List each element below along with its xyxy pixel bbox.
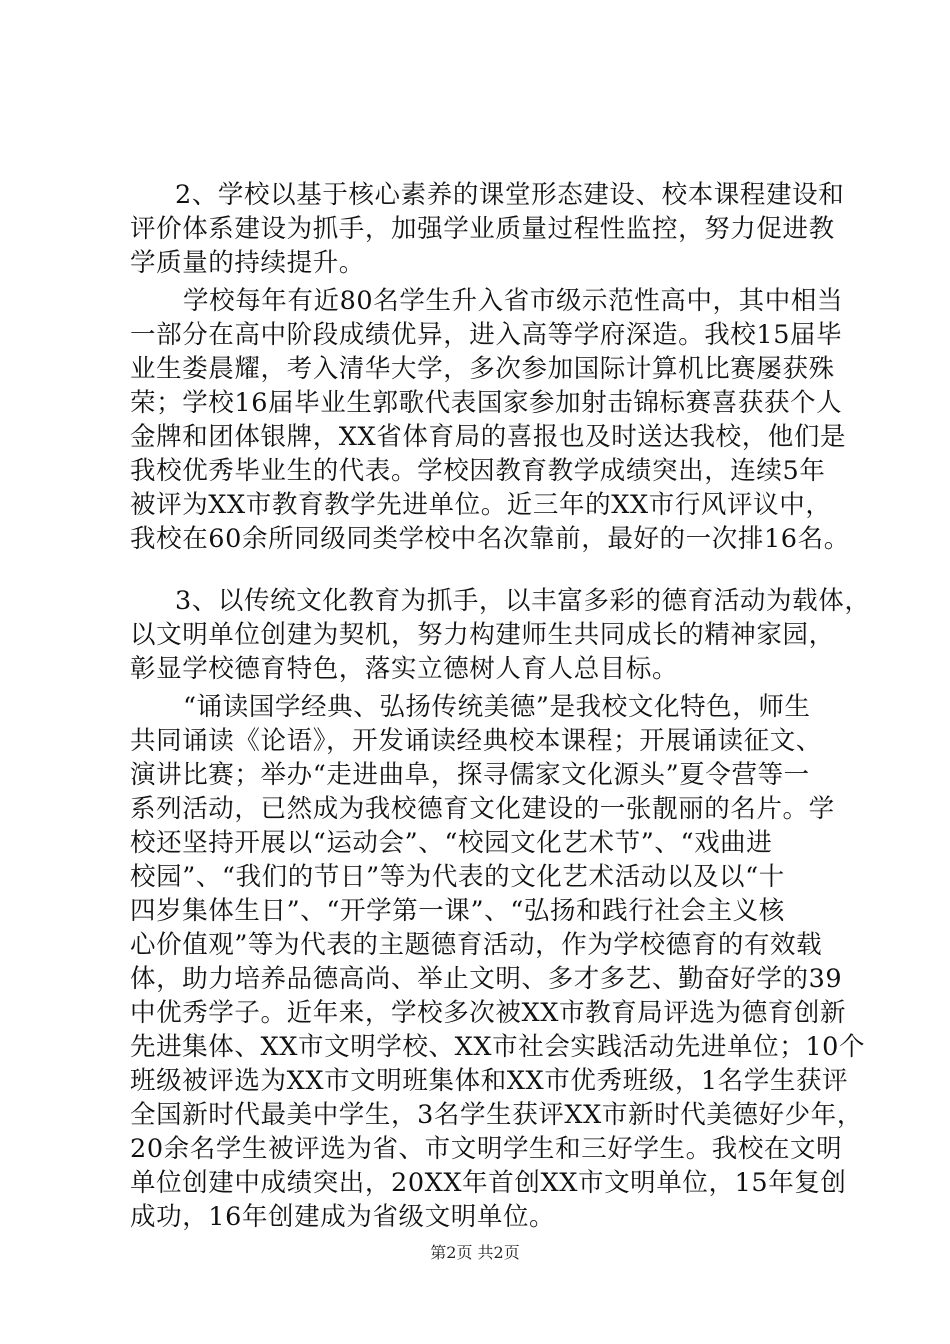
section3-heading-line: 彰显学校德育特色，落实立德树人育人总目标。: [130, 654, 679, 684]
section3-body-line: “诵读国学经典、弘扬传统美德”是我校文化特色，师生: [183, 692, 811, 722]
section3-body-line: 全国新时代最美中学生，3名学生获评XX市新时代美德好少年，: [130, 1100, 863, 1130]
section3-heading-line: 3、以传统文化教育为抓手，以丰富多彩的德育活动为载体，: [175, 586, 871, 616]
section2-body-line: 我校在60余所同级同类学校中名次靠前，最好的一次排16名。: [130, 524, 850, 554]
section2-heading-line: 评价体系建设为抓手，加强学业质量过程性监控，努力促进教: [130, 214, 835, 244]
section2-body-line: 荣；学校16届毕业生郭歌代表国家参加射击锦标赛喜获获个人: [130, 388, 843, 418]
section2-body-line: 一部分在高中阶段成绩优异，进入高等学府深造。我校15届毕: [130, 320, 843, 350]
section3-body-line: 校园”、“我们的节日”等为代表的文化艺术活动以及以“十: [130, 862, 785, 892]
section3-body-line: 体，助力培养品德高尚、举止文明、多才多艺、勤奋好学的39: [130, 964, 843, 994]
section3-body-line: 心价值观”等为代表的主题德育活动，作为学校德育的有效载: [130, 930, 823, 960]
section3-body-line: 班级被评选为XX市文明班集体和XX市优秀班级，1名学生获评: [130, 1066, 849, 1096]
section3-body-line: 成功，16年创建成为省级文明单位。: [130, 1202, 556, 1232]
section2-body-line: 学校每年有近80名学生升入省市级示范性高中，其中相当: [183, 286, 844, 316]
section2-heading-line: 学质量的持续提升。: [130, 248, 365, 278]
section3-body-line: 20余名学生被评选为省、市文明学生和三好学生。我校在文明: [130, 1134, 843, 1164]
section2-body-line: 我校优秀毕业生的代表。学校因教育教学成绩突出，连续5年: [130, 456, 826, 486]
section3-body-line: 系列活动，已然成为我校德育文化建设的一张靓丽的名片。学: [130, 794, 835, 824]
section2-heading-line: 2、学校以基于核心素养的课堂形态建设、校本课程建设和: [175, 180, 845, 210]
section2-body-line: 业生娄晨耀，考入清华大学，多次参加国际计算机比赛屡获殊: [130, 354, 835, 384]
page-number-footer: 第2页 共2页: [430, 1243, 520, 1262]
section3-body-line: 演讲比赛；举办“走进曲阜，探寻儒家文化源头”夏令营等一: [130, 760, 810, 790]
section3-body-line: 中优秀学子。近年来，学校多次被XX市教育局评选为德育创新: [130, 998, 847, 1028]
section2-body-line: 被评为XX市教育教学先进单位。近三年的XX市行风评议中，: [130, 490, 832, 520]
section3-body-line: 四岁集体生日”、“开学第一课”、“弘扬和践行社会主义核: [130, 896, 785, 926]
section2-body-line: 金牌和团体银牌，XX省体育局的喜报也及时送达我校，他们是: [130, 422, 847, 452]
section3-body-line: 校还坚持开展以“运动会”、“校园文化艺术节”、“戏曲进: [130, 828, 773, 858]
section3-body-line: 单位创建中成绩突出，20XX年首创XX市文明单位，15年复创: [130, 1168, 847, 1198]
section3-body-line: 先进集体、XX市文明学校、XX市社会实践活动先进单位；10个: [130, 1032, 866, 1062]
section3-heading-line: 以文明单位创建为契机，努力构建师生共同成长的精神家园，: [130, 620, 835, 650]
section3-body-line: 共同诵读《论语》，开发诵读经典校本课程；开展诵读征文、: [130, 726, 822, 756]
